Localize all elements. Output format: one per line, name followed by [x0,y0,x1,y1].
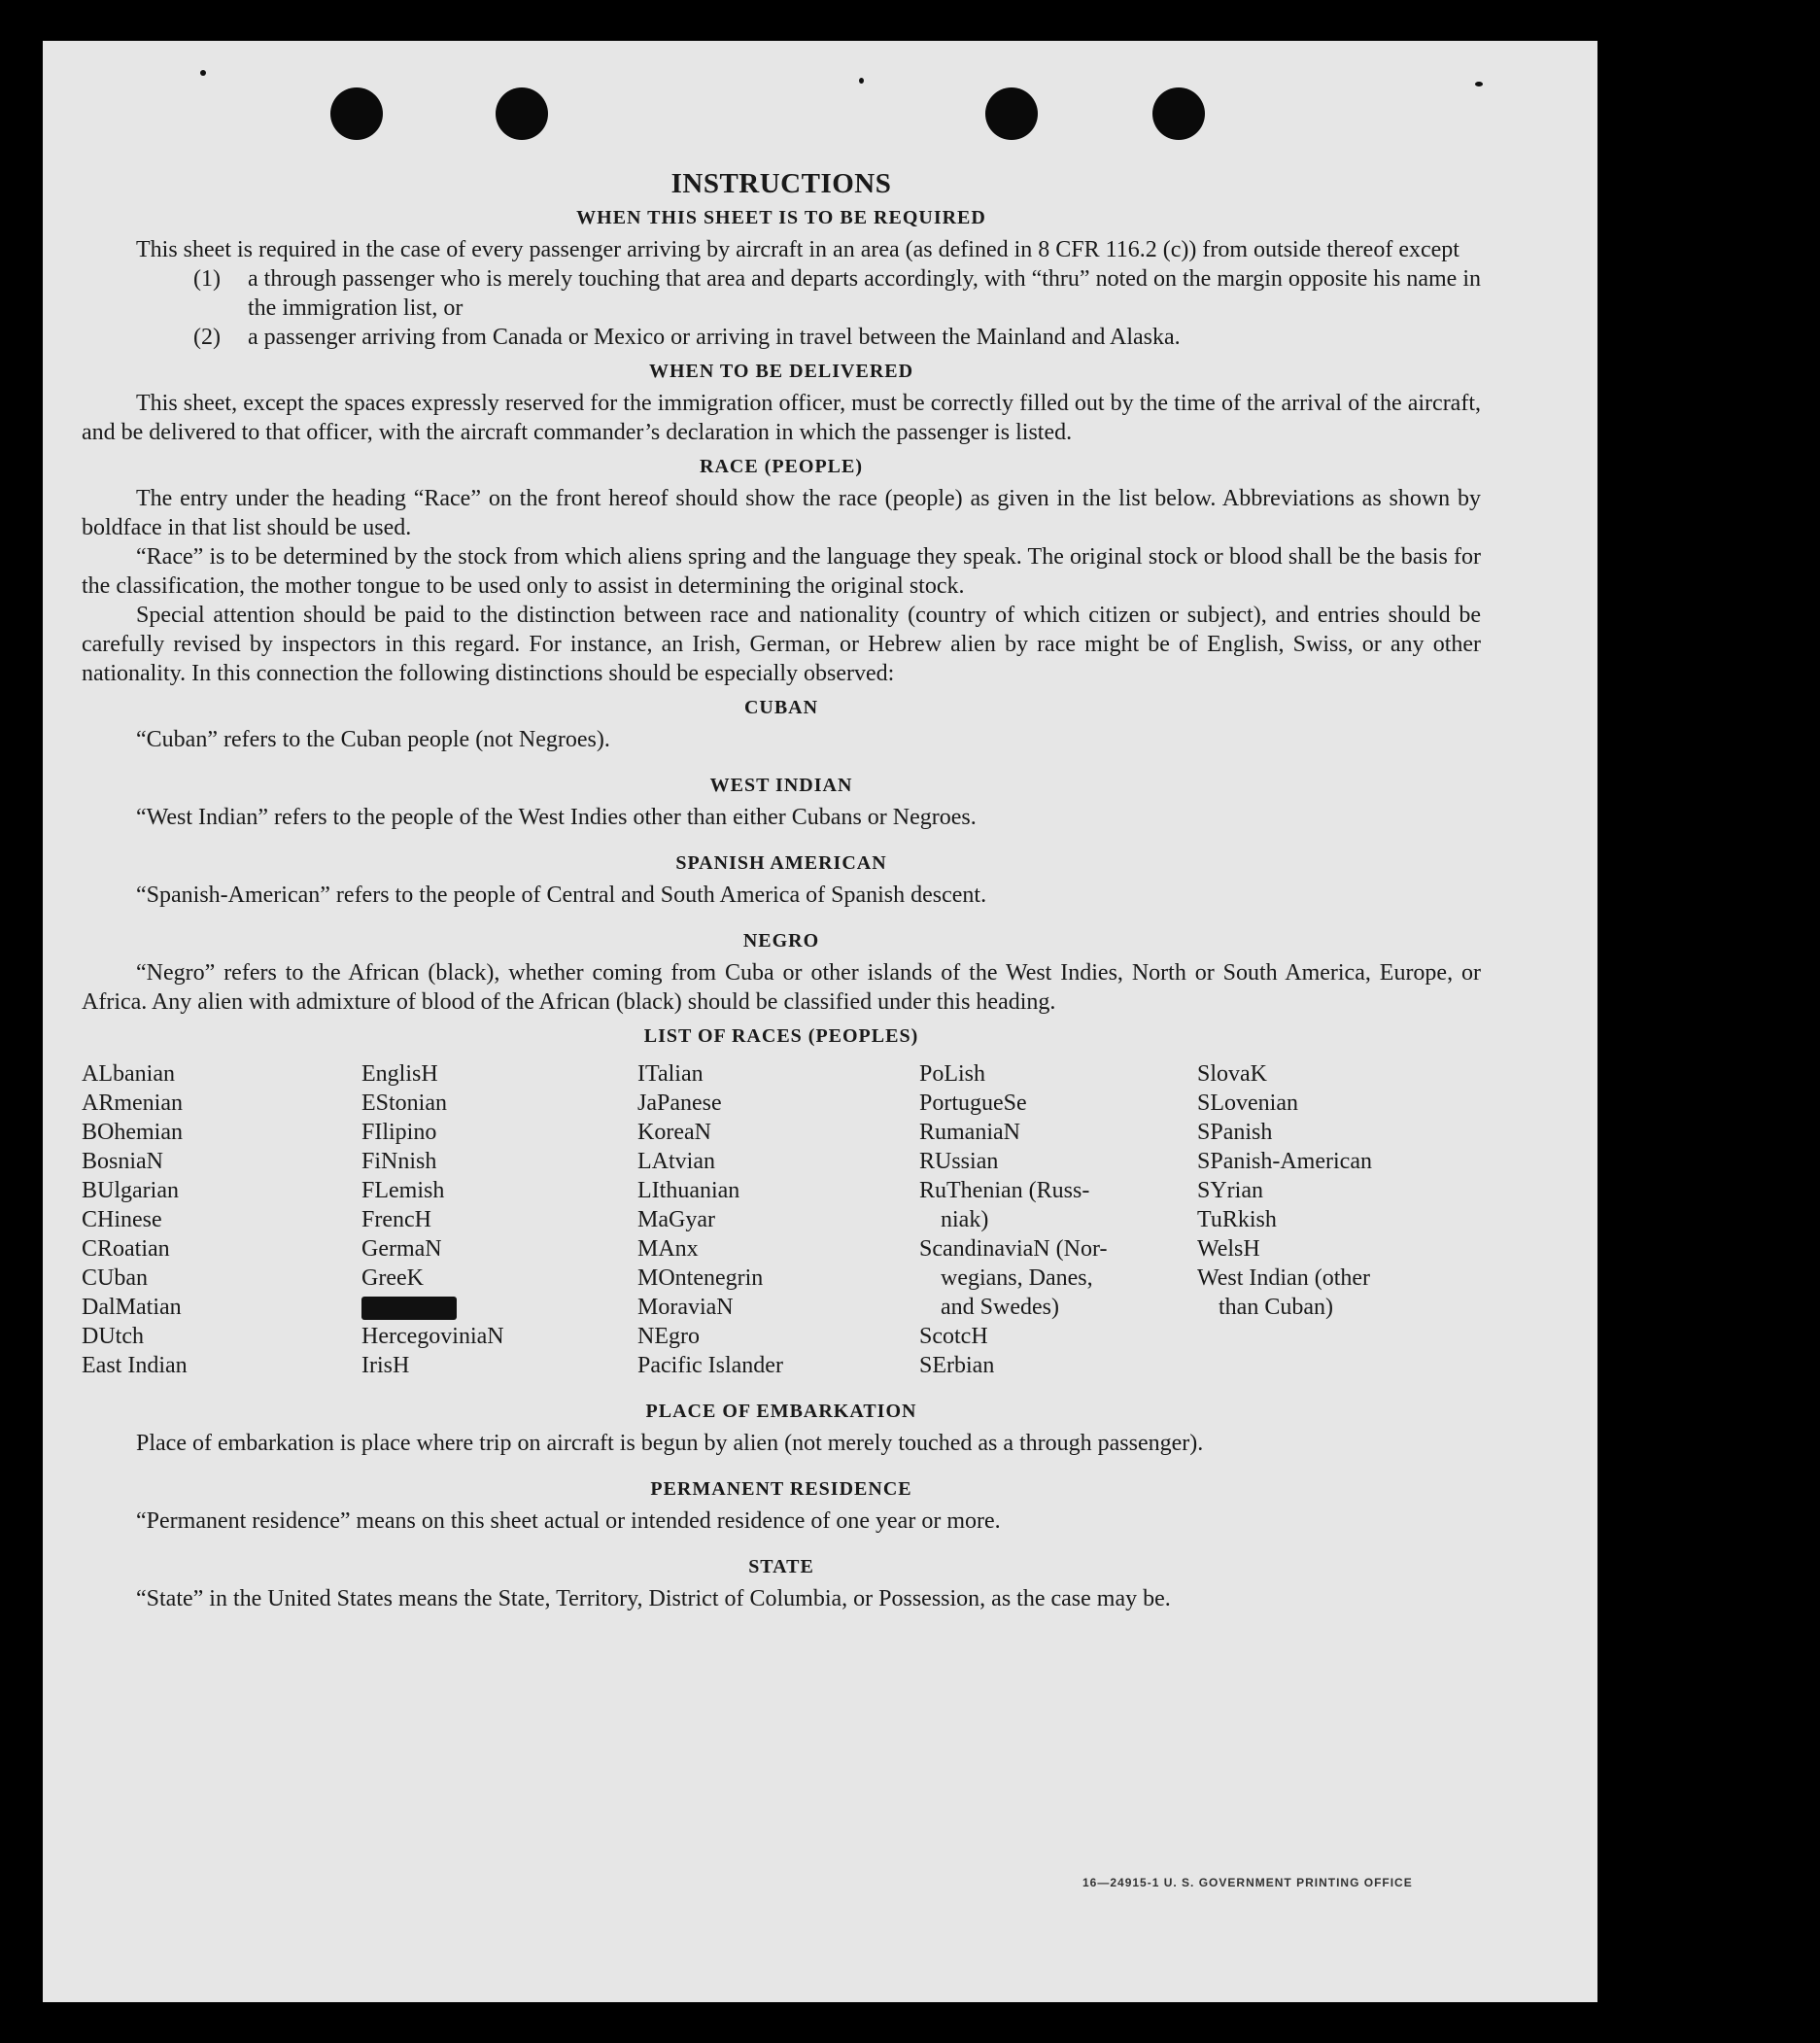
race-entry: RumaniaN [919,1120,1020,1145]
race-entry: SErbian [919,1353,995,1378]
heading-list-of-races: LIST OF RACES (PEOPLES) [643,1025,919,1047]
race-entry: ScandinaviaN (Nor- [919,1236,1108,1262]
race-entry: CHinese [82,1207,162,1232]
race-entry: BOhemian [82,1120,183,1145]
race-entry: RUssian [919,1149,999,1174]
printing-office-code: 16—24915-1 U. S. GOVERNMENT PRINTING OFFICE [1082,1876,1413,1889]
race-entry: CUban [82,1265,148,1291]
punch-hole [496,87,548,140]
race-entry: ScotcH [919,1324,988,1349]
race-entry: West Indian (other [1197,1265,1371,1291]
race-entry: BUlgarian [82,1178,179,1203]
race-entry: than Cuban) [1219,1295,1333,1320]
race-entry: ITalian [637,1061,704,1087]
race-entry: KoreaN [637,1120,711,1145]
race-entry: SlovaK [1197,1061,1267,1087]
races-column [361,1059,637,1380]
race-paragraph: The entry under the heading “Race” on the front hereof should show the race (people) as given in the list below. Abbreviations as shown by boldface in that list should be used. [82,486,1481,540]
race-entry: DUtch [82,1324,144,1349]
heading-cuban: CUBAN [743,697,819,718]
race-entry: PortugueSe [919,1091,1027,1116]
state-text: “State” in the United States means the State, Territory, District of Columbia, or Possession, as the case may be. [136,1586,1171,1611]
heading-west-indian: WEST INDIAN [709,775,853,796]
heading-when-delivered: WHEN TO BE DELIVERED [648,361,914,382]
race-entry: FrencH [361,1207,431,1232]
race-entry: TuRkish [1197,1207,1277,1232]
race-entry: FIlipino [361,1120,437,1145]
race-entry: niak) [941,1207,989,1232]
punch-hole [330,87,383,140]
residence-text: “Permanent residence” means on this sheet actual or intended residence of one year or more. [136,1508,1001,1534]
speck [200,70,206,76]
race-entry: SPanish [1197,1120,1273,1145]
race-entry: SYrian [1197,1178,1263,1203]
instructions-content [82,169,1481,1613]
negro-text: “Negro” refers to the African (black), whether coming from Cuba or other islands of the West Indies, North or South America, Europe, or Africa. Any alien with admixture of blood of the African (black) should be classified under this heading. [82,960,1481,1015]
race-entry: WelsH [1197,1236,1260,1262]
exception-number: (1) [193,266,221,292]
redaction-mark [361,1297,457,1320]
race-entry: RuThenian (Russ- [919,1178,1090,1203]
spanish-american-text: “Spanish-American” refers to the people of Central and South America of Spanish descent. [136,883,987,908]
race-entry: LIthuanian [637,1178,740,1203]
document-sheet [43,41,1597,2002]
race-entry: LAtvian [637,1149,715,1174]
race-entry: FiNnish [361,1149,437,1174]
races-column [82,1059,361,1380]
west-indian-text: “West Indian” refers to the people of the West Indies other than either Cubans or Negroes. [136,805,977,830]
race-entry: BosniaN [82,1149,163,1174]
race-entry: wegians, Danes, [941,1265,1093,1291]
race-entry: HercegoviniaN [361,1324,504,1349]
races-column [637,1059,919,1380]
race-entry: SLovenian [1197,1091,1298,1116]
exception-number: (2) [193,325,221,350]
when-required-intro: This sheet is required in the case of every passenger arriving by aircraft in an area (as defined in 8 CFR 116.2 (c)) from outside thereof except [136,237,1459,262]
race-paragraph: “Race” is to be determined by the stock from which aliens spring and the language they speak. The original stock or blood shall be the basis for the classification, the mother tongue to be used only to assist in determining the original stock. [82,544,1481,599]
punch-hole [985,87,1038,140]
race-entry: SPanish-American [1197,1149,1372,1174]
race-entry: ALbanian [82,1061,175,1087]
race-entry: CRoatian [82,1236,170,1262]
exception-text: a through passenger who is merely touching that area and departs accordingly, with “thru” noted on the margin opposite his name in the immigration list, or [248,266,1481,321]
race-entry: MOntenegrin [637,1265,764,1291]
race-entry: ARmenian [82,1091,183,1116]
race-entry: FLemish [361,1178,445,1203]
heading-negro: NEGRO [742,930,820,952]
races-column [1197,1059,1479,1380]
race-entry: EStonian [361,1091,447,1116]
race-entry: GreeK [361,1265,424,1291]
race-entry: PoLish [919,1061,986,1087]
race-entry: East Indian [82,1353,188,1378]
races-column [919,1059,1197,1380]
heading-when-required: WHEN THIS SHEET IS TO BE REQUIRED [576,207,986,228]
cuban-text: “Cuban” refers to the Cuban people (not Negroes). [136,727,610,752]
heading-race: RACE (PEOPLE) [700,456,863,477]
race-entry: NEgro [637,1324,700,1349]
exception-text: a passenger arriving from Canada or Mexico or arriving in travel between the Mainland and Alaska. [248,325,1181,350]
speck [859,78,864,84]
embarkation-text: Place of embarkation is place where trip on aircraft is begun by alien (not merely touched as a through passenger). [136,1431,1204,1456]
when-delivered-text: This sheet, except the spaces expressly reserved for the immigration officer, must be correctly filled out by the time of the arrival of the aircraft, and be delivered to that officer, with the aircraft commander’s declaration in which the passenger is listed. [82,391,1481,445]
heading-state: STATE [748,1556,814,1577]
race-entry: and Swedes) [941,1295,1059,1320]
race-entry: MoraviaN [637,1295,734,1320]
race-paragraph: Special attention should be paid to the distinction between race and nationality (country of which citizen or subject), and entries should be carefully revised by inspectors in this regard. For instance, an Irish, German, or Hebrew alien by race might be of English, Swiss, or any other nationality. In this connection the following distinctions should be especially observed: [82,603,1481,686]
exception-item [193,323,1481,352]
exception-item [193,264,1481,323]
race-entry: EnglisH [361,1061,438,1087]
race-entry: IrisH [361,1353,410,1378]
races-list [82,1059,1481,1380]
heading-spanish-american: SPANISH AMERICAN [675,852,887,874]
heading-embarkation: PLACE OF EMBARKATION [645,1401,917,1422]
redacted-entry [361,1293,637,1322]
heading-residence: PERMANENT RESIDENCE [650,1478,912,1500]
race-entry: MAnx [637,1236,699,1262]
race-entry: GermaN [361,1236,442,1262]
punch-hole [1152,87,1205,140]
race-entry: MaGyar [637,1207,715,1232]
race-entry: DalMatian [82,1295,182,1320]
page-title: INSTRUCTIONS [670,168,892,199]
race-entry: Pacific Islander [637,1353,783,1378]
speck [1475,82,1483,87]
race-entry: JaPanese [637,1091,722,1116]
